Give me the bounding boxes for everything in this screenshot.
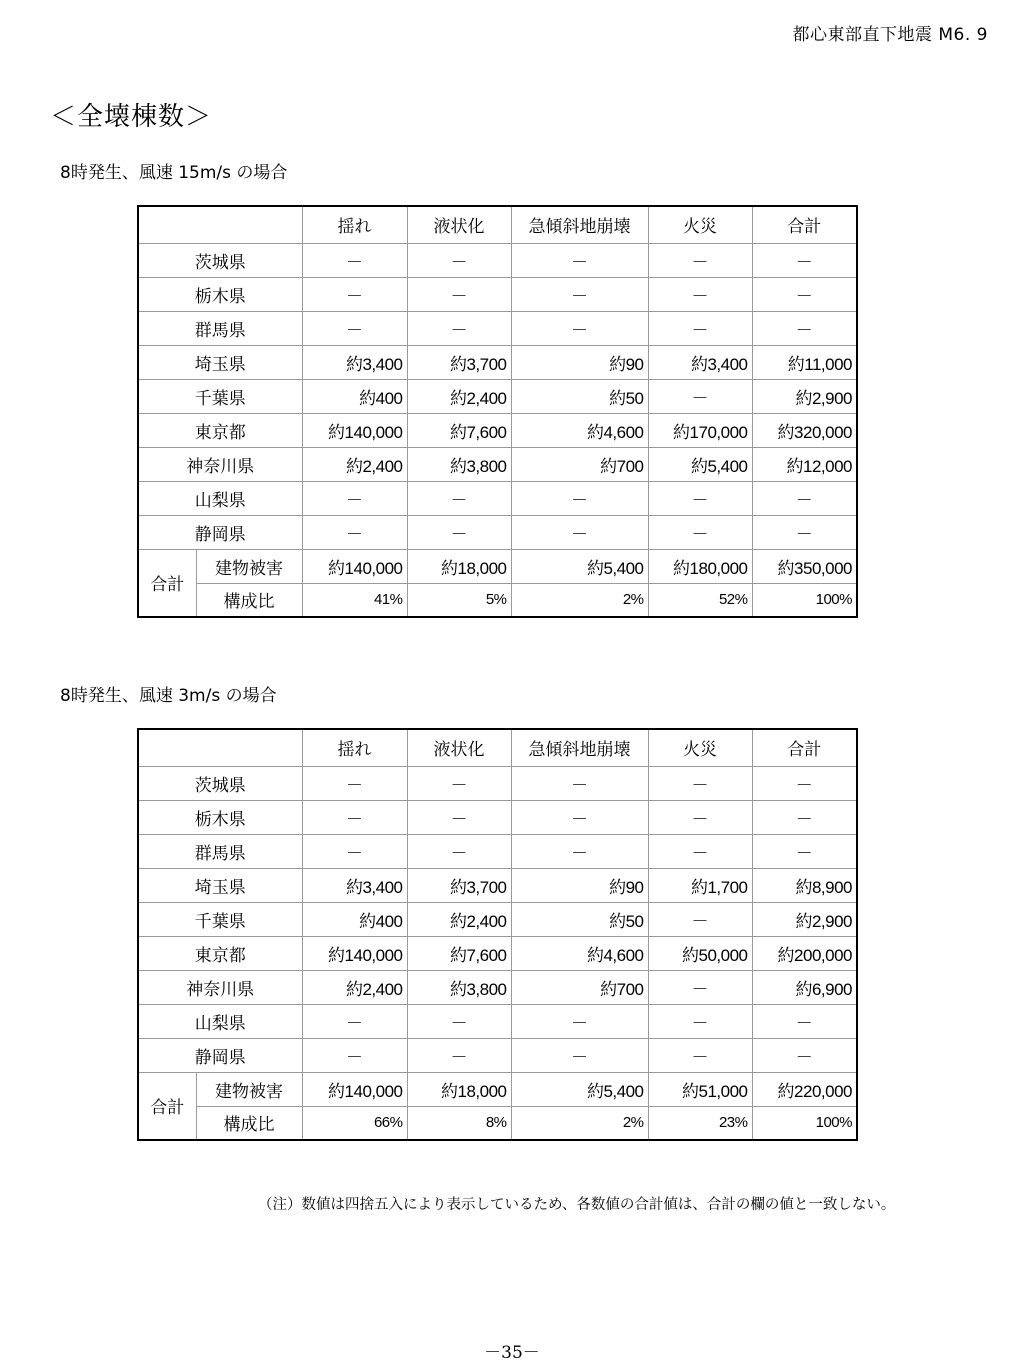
column-header: 揺れ — [302, 206, 407, 243]
table-row — [138, 834, 857, 868]
header-row — [138, 206, 857, 243]
value-cell: － — [648, 277, 752, 311]
column-header: 合計 — [752, 729, 857, 766]
value-cell: － — [648, 515, 752, 549]
building-damage-label: 建物被害 — [196, 549, 302, 583]
value-cell: － — [302, 277, 407, 311]
column-header: 火災 — [648, 206, 752, 243]
value-cell: － — [302, 515, 407, 549]
prefecture-label: 栃木県 — [138, 800, 302, 834]
value-cell: 約11,000 — [752, 345, 857, 379]
prefecture-label: 栃木県 — [138, 277, 302, 311]
value-cell: － — [302, 766, 407, 800]
value-cell: 約220,000 — [752, 1072, 857, 1106]
composition-ratio-row — [138, 1106, 857, 1140]
value-cell: 約18,000 — [407, 549, 511, 583]
ratio-cell: 41% — [302, 583, 407, 617]
value-cell: － — [648, 243, 752, 277]
value-cell: 約2,400 — [302, 970, 407, 1004]
value-cell: 約50 — [511, 902, 648, 936]
value-cell: 約140,000 — [302, 936, 407, 970]
value-cell: 約7,600 — [407, 413, 511, 447]
table-row — [138, 243, 857, 277]
value-cell: 約2,400 — [407, 379, 511, 413]
value-cell: 約2,900 — [752, 902, 857, 936]
prefecture-label: 群馬県 — [138, 834, 302, 868]
value-cell: － — [407, 766, 511, 800]
ratio-cell: 100% — [752, 583, 857, 617]
value-cell: 約3,400 — [648, 345, 752, 379]
value-cell: 約8,900 — [752, 868, 857, 902]
prefecture-label: 千葉県 — [138, 902, 302, 936]
value-cell: － — [648, 311, 752, 345]
value-cell: 約50 — [511, 379, 648, 413]
value-cell: － — [511, 277, 648, 311]
total-damage-row — [138, 1072, 857, 1106]
table-caption: 8時発生、風速 3m/s の場合 — [60, 686, 277, 706]
value-cell: 約3,800 — [407, 447, 511, 481]
value-cell: － — [407, 1004, 511, 1038]
composition-ratio-label: 構成比 — [196, 1106, 302, 1140]
table-row — [138, 800, 857, 834]
prefecture-label: 静岡県 — [138, 1038, 302, 1072]
value-cell: 約50,000 — [648, 936, 752, 970]
prefecture-label: 山梨県 — [138, 1004, 302, 1038]
prefecture-label: 埼玉県 — [138, 345, 302, 379]
table-row — [138, 277, 857, 311]
value-cell: 約3,800 — [407, 970, 511, 1004]
column-header: 合計 — [752, 206, 857, 243]
ratio-cell: 100% — [752, 1106, 857, 1140]
prefecture-label: 東京都 — [138, 936, 302, 970]
value-cell: 約90 — [511, 868, 648, 902]
ratio-cell: 8% — [407, 1106, 511, 1140]
prefecture-label: 神奈川県 — [138, 970, 302, 1004]
value-cell: 約180,000 — [648, 549, 752, 583]
value-cell: － — [302, 481, 407, 515]
value-cell: － — [407, 243, 511, 277]
table-caption: 8時発生、風速 15m/s の場合 — [60, 163, 288, 183]
value-cell: － — [511, 243, 648, 277]
value-cell: － — [407, 515, 511, 549]
column-header: 急傾斜地崩壊 — [511, 729, 648, 766]
value-cell: － — [407, 834, 511, 868]
value-cell: 約2,400 — [407, 902, 511, 936]
table-row — [138, 379, 857, 413]
column-header: 火災 — [648, 729, 752, 766]
scenario-title: 都心東部直下地震 M6. 9 — [792, 25, 988, 45]
prefecture-label: 茨城県 — [138, 766, 302, 800]
table-row — [138, 766, 857, 800]
value-cell: － — [511, 834, 648, 868]
value-cell: 約3,700 — [407, 345, 511, 379]
table-row — [138, 345, 857, 379]
value-cell: － — [648, 1004, 752, 1038]
value-cell: － — [752, 1038, 857, 1072]
value-cell: 約3,400 — [302, 868, 407, 902]
ratio-cell: 23% — [648, 1106, 752, 1140]
value-cell: 約3,400 — [302, 345, 407, 379]
value-cell: － — [648, 800, 752, 834]
composition-ratio-row — [138, 583, 857, 617]
value-cell: － — [648, 970, 752, 1004]
value-cell: 約6,900 — [752, 970, 857, 1004]
value-cell: 約1,700 — [648, 868, 752, 902]
value-cell: 約4,600 — [511, 936, 648, 970]
value-cell: 約350,000 — [752, 549, 857, 583]
value-cell: 約170,000 — [648, 413, 752, 447]
value-cell: － — [511, 311, 648, 345]
value-cell: － — [302, 800, 407, 834]
value-cell: － — [407, 800, 511, 834]
value-cell: 約140,000 — [302, 1072, 407, 1106]
table-row — [138, 970, 857, 1004]
value-cell: － — [407, 1038, 511, 1072]
prefecture-label: 山梨県 — [138, 481, 302, 515]
value-cell: － — [302, 1004, 407, 1038]
value-cell: 約7,600 — [407, 936, 511, 970]
prefecture-label: 埼玉県 — [138, 868, 302, 902]
table-row — [138, 902, 857, 936]
table-row — [138, 311, 857, 345]
total-label: 合計 — [138, 1072, 196, 1140]
column-header: 液状化 — [407, 206, 511, 243]
value-cell: － — [407, 277, 511, 311]
value-cell: － — [752, 800, 857, 834]
value-cell: 約3,700 — [407, 868, 511, 902]
prefecture-label: 静岡県 — [138, 515, 302, 549]
damage-table — [137, 205, 858, 618]
value-cell: － — [648, 834, 752, 868]
prefecture-label: 千葉県 — [138, 379, 302, 413]
value-cell: 約90 — [511, 345, 648, 379]
value-cell: 約12,000 — [752, 447, 857, 481]
value-cell: 約2,900 — [752, 379, 857, 413]
ratio-cell: 52% — [648, 583, 752, 617]
ratio-cell: 5% — [407, 583, 511, 617]
table-row — [138, 515, 857, 549]
value-cell: － — [752, 515, 857, 549]
value-cell: 約5,400 — [511, 549, 648, 583]
value-cell: 約700 — [511, 970, 648, 1004]
value-cell: － — [407, 311, 511, 345]
value-cell: － — [648, 766, 752, 800]
header-blank-cell — [138, 729, 302, 766]
value-cell: 約51,000 — [648, 1072, 752, 1106]
value-cell: 約18,000 — [407, 1072, 511, 1106]
value-cell: － — [302, 834, 407, 868]
value-cell: 約320,000 — [752, 413, 857, 447]
value-cell: － — [752, 243, 857, 277]
ratio-cell: 2% — [511, 1106, 648, 1140]
value-cell: － — [752, 277, 857, 311]
total-damage-row — [138, 549, 857, 583]
header-blank-cell — [138, 206, 302, 243]
column-header: 液状化 — [407, 729, 511, 766]
prefecture-label: 東京都 — [138, 413, 302, 447]
page-number: －35－ — [484, 1343, 540, 1363]
header-row — [138, 729, 857, 766]
table-row — [138, 1038, 857, 1072]
value-cell: － — [752, 481, 857, 515]
value-cell: － — [752, 311, 857, 345]
value-cell: － — [511, 515, 648, 549]
value-cell: 約4,600 — [511, 413, 648, 447]
value-cell: 約140,000 — [302, 413, 407, 447]
table-row — [138, 1004, 857, 1038]
value-cell: － — [752, 1004, 857, 1038]
ratio-cell: 2% — [511, 583, 648, 617]
value-cell: － — [511, 481, 648, 515]
value-cell: － — [302, 311, 407, 345]
value-cell: － — [752, 834, 857, 868]
composition-ratio-label: 構成比 — [196, 583, 302, 617]
value-cell: － — [511, 800, 648, 834]
value-cell: － — [302, 243, 407, 277]
table-row — [138, 868, 857, 902]
table-row — [138, 936, 857, 970]
value-cell: － — [302, 1038, 407, 1072]
column-header: 急傾斜地崩壊 — [511, 206, 648, 243]
table-row — [138, 481, 857, 515]
value-cell: － — [511, 1004, 648, 1038]
value-cell: 約400 — [302, 379, 407, 413]
prefecture-label: 群馬県 — [138, 311, 302, 345]
value-cell: 約5,400 — [648, 447, 752, 481]
value-cell: 約400 — [302, 902, 407, 936]
value-cell: － — [752, 766, 857, 800]
building-damage-label: 建物被害 — [196, 1072, 302, 1106]
value-cell: － — [511, 766, 648, 800]
value-cell: 約700 — [511, 447, 648, 481]
ratio-cell: 66% — [302, 1106, 407, 1140]
table-row — [138, 447, 857, 481]
value-cell: － — [511, 1038, 648, 1072]
prefecture-label: 茨城県 — [138, 243, 302, 277]
value-cell: 約200,000 — [752, 936, 857, 970]
value-cell: － — [648, 379, 752, 413]
damage-table — [137, 728, 858, 1141]
section-title: ＜全壊棟数＞ — [50, 102, 213, 132]
column-header: 揺れ — [302, 729, 407, 766]
value-cell: － — [648, 481, 752, 515]
value-cell: 約5,400 — [511, 1072, 648, 1106]
prefecture-label: 神奈川県 — [138, 447, 302, 481]
footnote: （注）数値は四捨五入により表示しているため、各数値の合計値は、合計の欄の値と一致しない。 — [258, 1197, 896, 1213]
table-row — [138, 413, 857, 447]
total-label: 合計 — [138, 549, 196, 617]
value-cell: 約140,000 — [302, 549, 407, 583]
value-cell: 約2,400 — [302, 447, 407, 481]
value-cell: － — [648, 1038, 752, 1072]
value-cell: － — [648, 902, 752, 936]
value-cell: － — [407, 481, 511, 515]
